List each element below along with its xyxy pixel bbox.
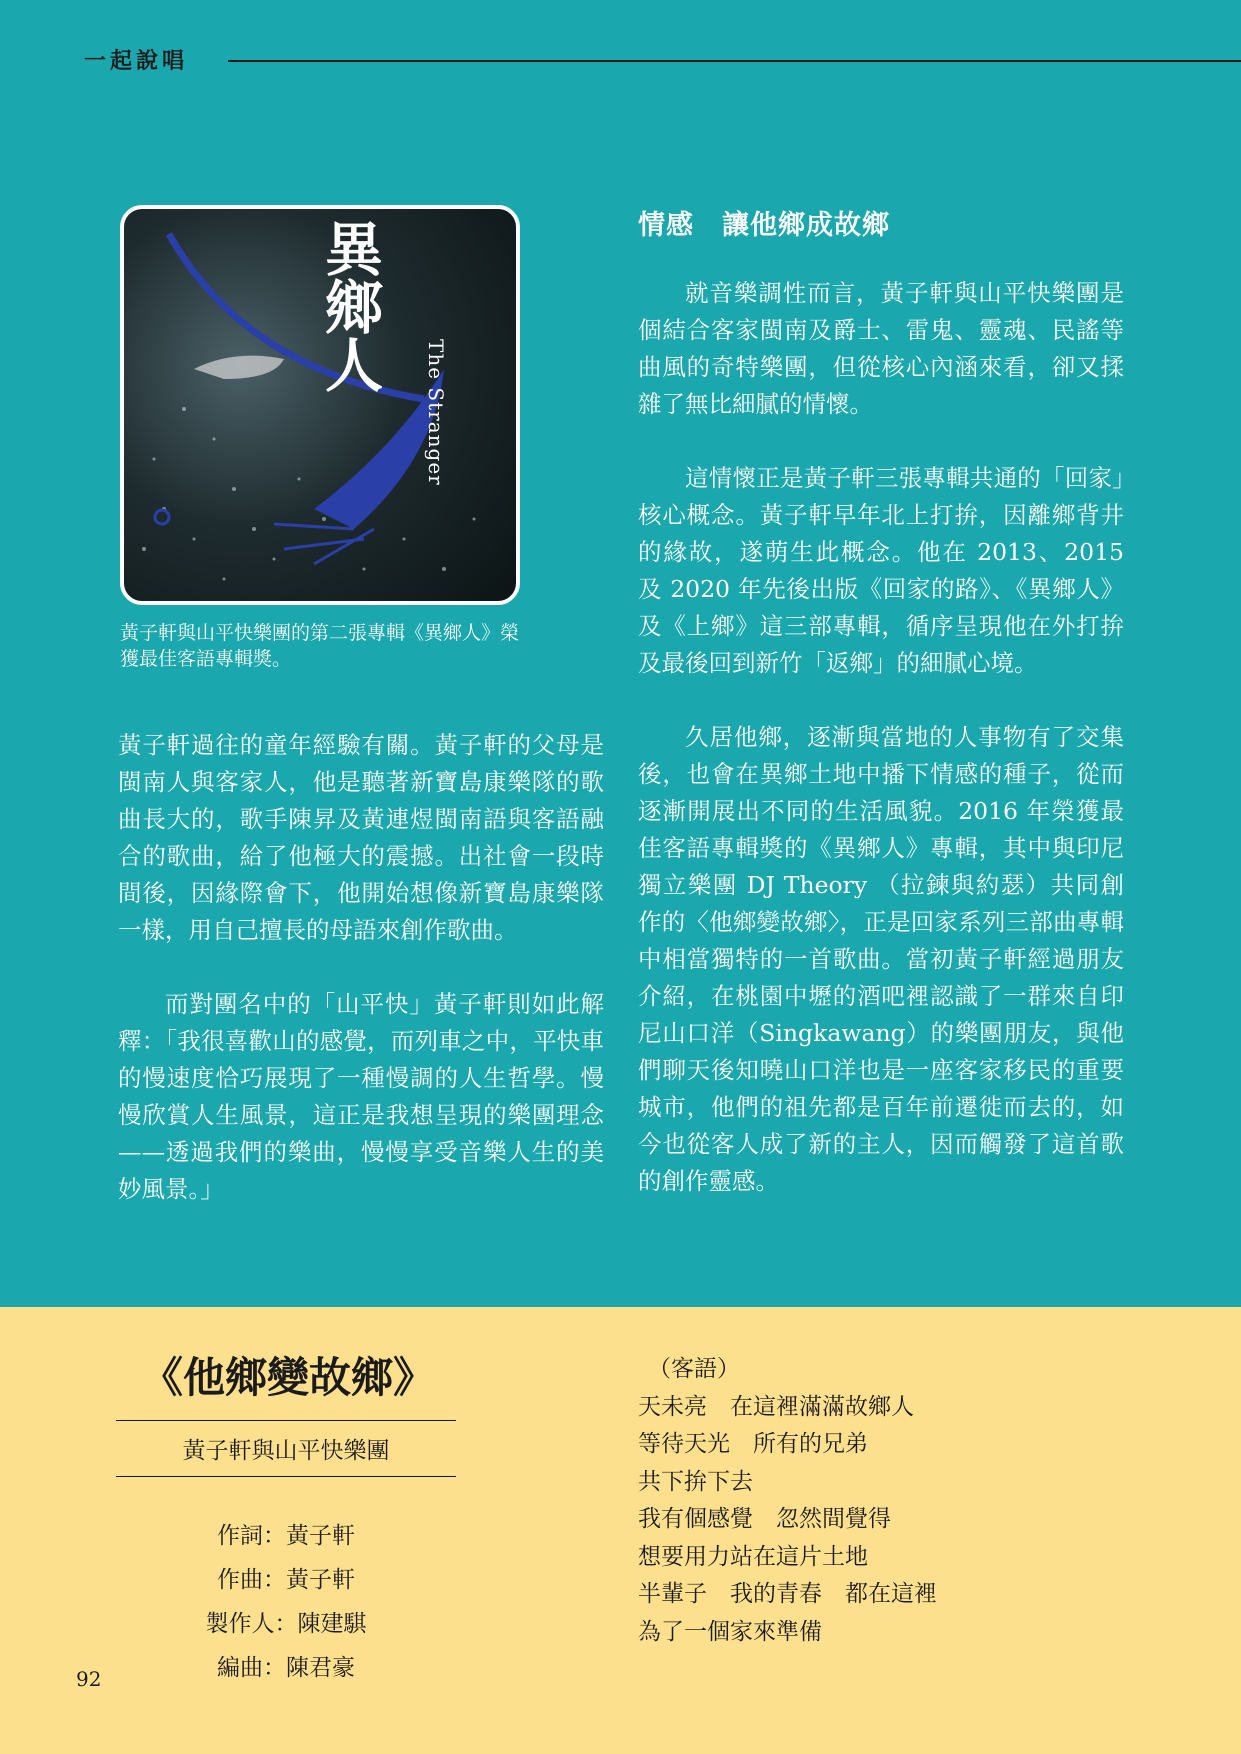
lyric-line: 想要用力站在這片土地 <box>638 1543 868 1570</box>
credit-name: 黃子軒 <box>286 1567 355 1593</box>
credit-name: 陳建騏 <box>297 1611 367 1637</box>
lyric-line: 我有個感覺 忽然間覺得 <box>638 1506 891 1532</box>
album-cover-image <box>120 205 520 605</box>
lyric-line: 共下拚下去 <box>638 1468 753 1495</box>
credit-name: 黃子軒 <box>286 1523 355 1549</box>
right-paragraph-3: 久居他鄉，逐漸與當地的人事物有了交集後，也會在異鄉土地中播下情感的種子，從而逐漸開展出不同的生活風貌。2016 年榮獲最佳客語專輯獎的《異鄉人》專輯，其中與印尼獨立樂團 DJ Theory （拉鍊與約瑟）共同創作的〈他鄉變故鄉〉，正是回家系列三部曲專輯中相當獨特的一首歌曲。當初黃子軒經過朋友介紹，在桃園中壢的酒吧裡認識了一群來自印尼山口洋（Singkawang）的樂團朋友，與他們聊天後知曉山口洋也是一座客家移民的重要城市，他們的祖先都是百年前遷徙而去的，如今也從客人成了新的主人，因而觸發了這首歌的創作靈感。 <box>638 723 1124 1195</box>
header-rule <box>228 60 1241 62</box>
credit-role: 製作人 <box>205 1611 275 1637</box>
right-paragraph-1: 就音樂調性而言，黃子軒與山平快樂團是個結合客家閩南及爵士、雷鬼、靈魂、民謠等曲風的奇特樂團，但從核心內涵來看，卻又揉雜了無比細膩的情懷。 <box>638 279 1124 418</box>
section-heading: 情感 讓他鄉成故鄉 <box>638 210 890 241</box>
left-column <box>118 727 604 1245</box>
header-title: 一起說唱 <box>84 48 189 74</box>
song-title: 《他鄉變故鄉》 <box>140 1353 435 1402</box>
album-cover-subtitle: The Stranger <box>424 339 448 486</box>
right-paragraph-2: 這情懷正是黃子軒三張專輯共通的「回家」核心概念。黃子軒早年北上打拚，因離鄉背井的緣故，遂萌生此概念。他在 2013、2015 及 2020 年先後出版《回家的路》、《異鄉人》及《上鄉》這三部專輯，循序呈現他在外打拚及最後回到新竹「返鄉」的細膩心境。 <box>638 464 1124 677</box>
credit-role: 作曲 <box>217 1567 263 1593</box>
lyric-line: 為了一個家來準備 <box>638 1618 822 1645</box>
image-caption: 黃子軒與山平快樂團的第二張專輯《異鄉人》榮獲最佳客語專輯獎。 <box>120 622 520 670</box>
credit-separator: ： <box>263 1567 286 1593</box>
page-number: 92 <box>76 1667 102 1691</box>
credit-role: 作詞 <box>217 1523 263 1549</box>
song-artist: 黃子軒與山平快樂團 <box>182 1438 390 1464</box>
album-cover-title: 異鄉人 <box>315 219 383 393</box>
credit-role: 編曲 <box>217 1655 263 1681</box>
credit-name: 陳君豪 <box>286 1655 355 1681</box>
credit-row <box>116 1558 456 1602</box>
song-title-rule-top <box>116 1420 456 1421</box>
right-column <box>638 275 1124 1237</box>
lyrics <box>638 1351 937 1651</box>
left-paragraph-1: 黃子軒過往的童年經驗有關。黃子軒的父母是閩南人與客家人，他是聽著新寶島康樂隊的歌曲長大的，歌手陳昇及黃連煜閩南語與客語融合的歌曲，給了他極大的震撼。出社會一段時間後，因緣際會下，他開始想像新寶島康樂隊一樣，用自己擅長的母語來創作歌曲。 <box>118 731 604 944</box>
credit-row <box>116 1646 456 1690</box>
song-credits <box>116 1514 456 1690</box>
credit-separator: ： <box>263 1523 286 1549</box>
credit-row <box>116 1514 456 1558</box>
credit-separator: ： <box>274 1611 298 1637</box>
credit-separator: ： <box>263 1655 286 1681</box>
lyric-line: 半輩子 我的青春 都在這裡 <box>638 1581 937 1607</box>
lyric-line: 等待天光 所有的兄弟 <box>638 1431 868 1457</box>
lyrics-language: （客語） <box>648 1356 740 1382</box>
left-paragraph-2: 而對團名中的「山平快」黃子軒則如此解釋：「我很喜歡山的感覺，而列車之中，平快車的慢速度恰巧展現了一種慢調的人生哲學。慢慢欣賞人生風景，這正是我想呈現的樂團理念——透過我們的樂曲，慢慢享受音樂人生的美妙風景。」 <box>118 990 604 1203</box>
song-title-rule-bottom <box>116 1476 456 1477</box>
credit-row <box>116 1602 456 1646</box>
lyric-line: 天未亮 在這裡滿滿故鄉人 <box>638 1393 914 1420</box>
